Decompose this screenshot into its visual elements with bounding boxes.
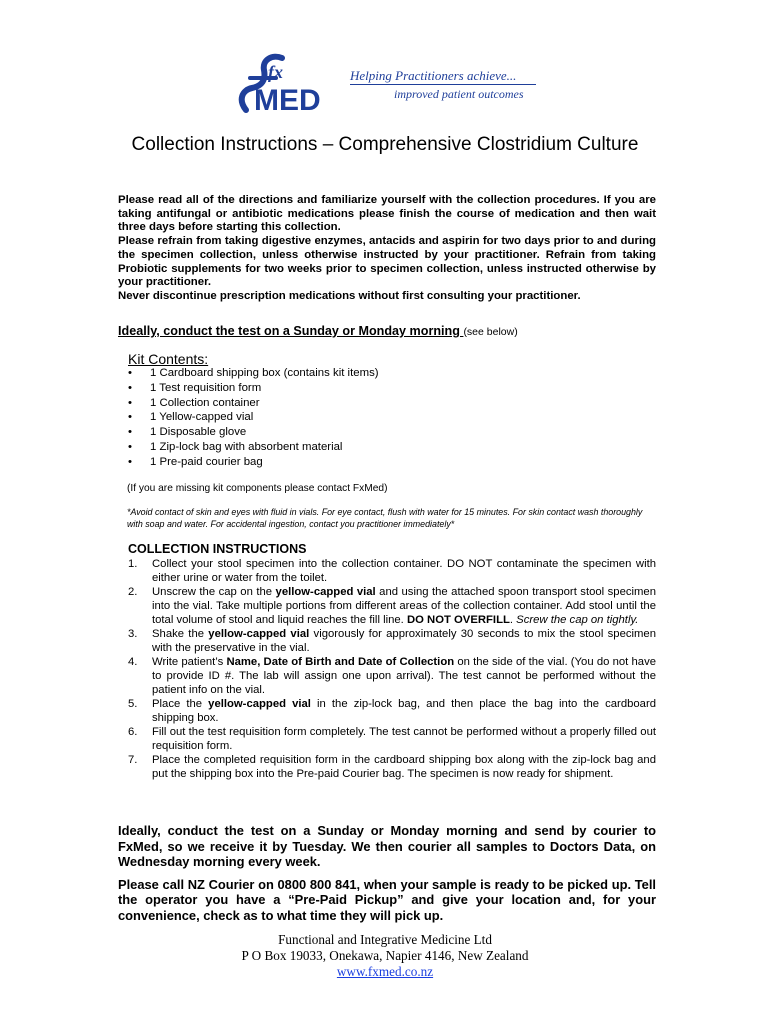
tagline-primary: Helping Practitioners achieve... (350, 68, 517, 83)
intro-paragraph: Please refrain from taking digestive enzymes, antacids and aspirin for two days prior to and during the specimen collection, unless otherwise instructed by your practitioner. Refrain from taking Probiotic supplements for two weeks prior to specimen collection, unless instructed otherwise by your practitioner. (118, 235, 656, 289)
step-text: on the side of the vial. (You do not have to provide ID #. The lab will assign one upon arrival). The test cannot be performed without the patient info on the vial. (152, 656, 657, 696)
footer-org: Functional and Integrative Medicine Ltd (278, 932, 492, 947)
step-text: vigorously for approximately 30 seconds to mix the stool specimen with the preservative in the vial. (152, 628, 656, 654)
step-number: 3. (128, 628, 138, 640)
kit-contents-list (128, 366, 379, 470)
step-text: yellow-capped vial (275, 586, 376, 598)
intro-paragraph: Please read all of the directions and familiarize yourself with the collection procedures. If you are taking antifungal or antibiotic medications please finish the course of medication and then wait three days before starting this collection. (118, 194, 656, 234)
step-number: 7. (128, 754, 138, 766)
step-text: in the zip-lock bag, and then place the bag into the cardboard shipping box. (152, 698, 656, 724)
safety-warning: *Avoid contact of skin and eyes with fluid in vials. For eye contact, flush with water for 15 minutes. For skin contact wash thoroughly with soap and water. For accidental ingestion, contact you practitioner immediately* (127, 507, 643, 529)
step-number: 2. (128, 586, 138, 598)
kit-item: • 1 Cardboard shipping box (contains kit items) (128, 366, 379, 381)
intro-paragraph: Never discontinue prescription medications without first consulting your practitioner. (118, 289, 581, 302)
step-number: 1. (128, 558, 138, 570)
collection-step (128, 585, 656, 627)
kit-contents-heading: Kit Contents: (128, 351, 209, 367)
collection-step (128, 753, 656, 781)
step-text: Shake the (152, 628, 209, 640)
step-text: yellow-capped vial (208, 628, 310, 640)
collection-heading: COLLECTION INSTRUCTIONS (128, 542, 307, 556)
intro-instructions (118, 194, 656, 304)
collection-step (128, 557, 656, 585)
step-text: Place the (152, 698, 209, 710)
ideal-timing-aside: (see below) (463, 326, 518, 338)
step-text: DO NOT OVERFILL (406, 614, 510, 626)
ideal-timing-note (118, 324, 518, 338)
collection-step (128, 725, 656, 753)
collection-step (128, 697, 656, 725)
step-text: Place the completed requisition form in the cardboard shipping box along with the zip-lock bag and put the shipping box into the Pre-paid Courier bag. The specimen is now ready for shipment. (152, 754, 656, 780)
step-text: and using the attached spoon transport stool specimen into the vial. Take multiple portions from different areas of the collection container. Add stool until the total volume of stool and liquid reaches the fill line. (152, 586, 656, 626)
kit-item: • 1 Pre-paid courier bag (128, 455, 379, 470)
collection-steps (128, 557, 656, 781)
ideal-timing-emphasis: Ideally, conduct the test on a Sunday or Monday morning (118, 324, 464, 338)
step-text: yellow-capped vial (208, 698, 311, 710)
courier-timing-paragraph: Ideally, conduct the test on a Sunday or Monday morning and send by courier to FxMed, so we receive it by Tuesday. We then courier all samples to Doctors Data, on Wednesday morning every week. (118, 823, 656, 870)
tagline-secondary: improved patient outcomes (394, 87, 524, 101)
tagline-rule (350, 84, 536, 85)
kit-item: • 1 Test requisition form (128, 381, 379, 396)
footer-address: P O Box 19033, Onekawa, Napier 4146, New Zealand (241, 948, 529, 963)
page-title: Collection Instructions – Comprehensive Clostridium Culture (131, 134, 639, 155)
logo-med-text: MED (254, 84, 321, 114)
courier-pickup-paragraph: Please call NZ Courier on 0800 800 841, when your sample is ready to be picked up. Tell the operator you have a “Pre-Paid Pickup” and give your location and, for your convenience, check as to what time they will pick up. (118, 876, 656, 923)
kit-item: • 1 Yellow-capped vial (128, 410, 379, 425)
footer-website-link[interactable]: www.fxmed.co.nz (336, 964, 434, 979)
step-text: Screw the cap on tightly. (516, 614, 639, 626)
kit-item: • 1 Disposable glove (128, 425, 379, 440)
kit-item: • 1 Zip-lock bag with absorbent material (128, 440, 379, 455)
footer (110, 932, 660, 980)
step-number: 4. (128, 656, 138, 668)
fxmed-logo-mark (232, 52, 352, 114)
step-text: . (509, 614, 517, 626)
fxmed-logo (232, 52, 542, 114)
step-number: 6. (128, 726, 138, 738)
step-text: Write patient’s (152, 656, 227, 668)
collection-step (128, 627, 656, 655)
logo-fx-text: fx (268, 62, 283, 82)
step-number: 5. (128, 698, 138, 710)
collection-step (128, 655, 656, 697)
missing-components-note: (If you are missing kit components please contact FxMed) (127, 483, 388, 494)
step-text: Fill out the test requisition form completely. The test cannot be performed without a properly filled out requisition form. (152, 726, 656, 752)
closing-instructions (118, 823, 656, 931)
step-text: Unscrew the cap on the (152, 586, 276, 598)
kit-item: • 1 Collection container (128, 396, 379, 411)
step-text: Name, Date of Birth and Date of Collection (226, 656, 455, 668)
step-text: Collect your stool specimen into the collection container. DO NOT contaminate the specimen with either urine or water from the toilet. (152, 558, 656, 584)
